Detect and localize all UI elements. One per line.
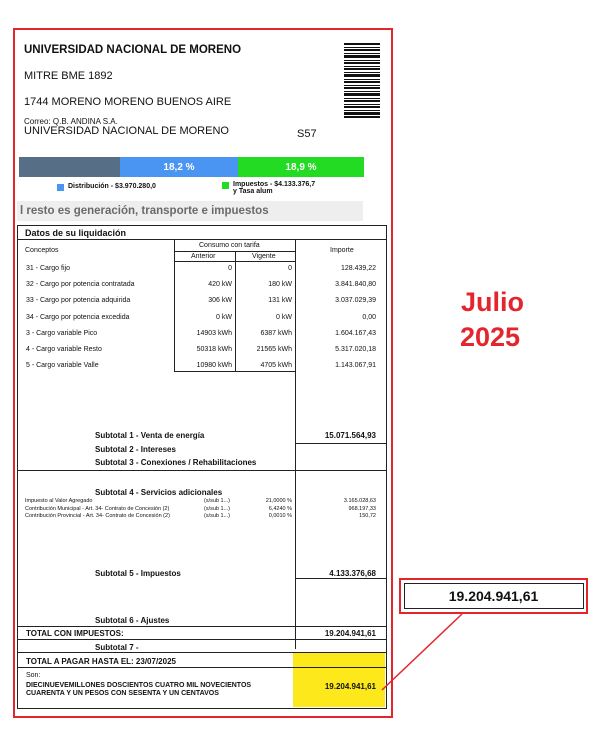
total-con-impuestos-value: 19.204.941,61	[324, 629, 376, 638]
tax-base: (s/sub 1...)	[204, 505, 230, 512]
row-vigente: 0	[288, 265, 292, 272]
cost-breakdown-bar	[19, 157, 364, 177]
tax-concepto: Impuesto al Valor Agregado	[25, 498, 93, 504]
son-text-line-1: DIECINUEVEMILLONES DOSCIENTOS CUATRO MIL NOVECIENTOS	[26, 682, 252, 689]
divider	[17, 667, 387, 668]
row-importe: 0,00	[362, 313, 376, 321]
total-con-impuestos-label: TOTAL CON IMPUESTOS:	[26, 629, 124, 638]
row-anterior: 0 kW	[216, 313, 232, 321]
subtotal-6-label: Subtotal 6 - Ajustes	[95, 616, 170, 625]
legend-taxes	[222, 181, 342, 195]
total-a-pagar-value: 19.204.941,61	[324, 682, 376, 691]
section-title: Datos de su liquidación	[25, 228, 127, 238]
legend-taxes-label: Impuestos - $4.133.376,7	[233, 181, 316, 188]
col-header-conceptos: Conceptos	[25, 247, 59, 254]
legend-distribution-label: Distribución - $3.970.280,0	[68, 183, 156, 190]
customer-name: UNIVERSIDAD NACIONAL DE MORENO	[24, 44, 242, 56]
route-code: S57	[297, 128, 317, 140]
row-importe: 3.841.840,80	[335, 281, 376, 289]
total-a-pagar-label: TOTAL A PAGAR HASTA EL: 23/07/2025	[26, 657, 176, 666]
subtotal-1-value: 15.071.564,93	[324, 431, 376, 440]
son-text-line-2: CUARENTA Y UN PESOS CON SESENTA Y UN CENTAVOS	[26, 690, 219, 697]
row-vigente: 4705 kWh	[260, 362, 292, 370]
tax-percent: 21,0000 %	[265, 498, 292, 504]
row-anterior: 0	[228, 265, 232, 272]
row-importe: 3.037.029,39	[335, 297, 376, 305]
divider	[295, 578, 387, 579]
row-vigente: 0 kW	[276, 313, 292, 321]
row-importe: 128.439,22	[340, 265, 376, 272]
tax-concepto: Contribución Municipal - Art. 34- Contrato de Concesión (2)	[25, 505, 170, 512]
divider	[17, 470, 387, 471]
legend-taxes-label-2: y Tasa alum	[233, 188, 273, 195]
address-line-2: 1744 MORENO MORENO BUENOS AIRE	[24, 96, 232, 108]
row-anterior: 50318 kWh	[196, 346, 232, 353]
divider	[174, 251, 295, 252]
subtotal-1-label: Subtotal 1 - Venta de energía	[95, 431, 205, 440]
divider	[295, 443, 387, 444]
subtotal-5-value: 4.133.376,68	[329, 569, 376, 578]
total-callout	[399, 578, 588, 614]
subtotal-5-label: Subtotal 5 - Impuestos	[95, 569, 181, 578]
row-vigente: 131 kW	[268, 297, 292, 305]
divider	[17, 652, 387, 653]
resto-text: l resto es generación, transporte e impuestos	[20, 205, 269, 217]
son-label: Son:	[26, 672, 41, 679]
row-importe: 1.143.067,91	[335, 362, 376, 370]
divider	[17, 239, 387, 240]
row-anterior: 10980 kWh	[196, 362, 232, 370]
row-anterior: 306 kW	[208, 297, 232, 305]
tax-importe: 3.165.028,63	[343, 498, 376, 504]
subtotal-2-label: Subtotal 2 - Intereses	[95, 445, 176, 454]
callout-connector	[380, 612, 470, 692]
row-vigente: 180 kW	[268, 281, 292, 289]
row-vigente: 6387 kWh	[260, 329, 292, 337]
callout-value: 19.204.941,61	[404, 583, 584, 609]
callout-line	[382, 614, 462, 690]
divider	[17, 626, 387, 627]
row-concepto: 33 - Cargo por potencia adquirida	[26, 297, 131, 305]
generation-segment	[19, 157, 120, 177]
tax-concepto: Contribución Provincial - Art. 34- Contrato de Concesión (2)	[25, 513, 170, 519]
legend-distribution	[57, 183, 156, 191]
subtotal-7-label: Subtotal 7 -	[95, 643, 139, 652]
col-header-importe: Importe	[330, 247, 354, 254]
year-annotation: 2025	[460, 322, 521, 352]
row-importe: 1.604.167,43	[335, 329, 376, 337]
month-annotation: Julio	[461, 287, 525, 317]
col-header-anterior: Anterior	[191, 253, 216, 260]
row-vigente: 21565 kWh	[256, 346, 292, 353]
row-concepto: 5 - Cargo variable Valle	[26, 362, 99, 370]
subtotal-3-label: Subtotal 3 - Conexiones / Rehabilitaciones	[95, 458, 257, 467]
divider	[174, 261, 295, 262]
row-importe: 5.317.020,18	[335, 346, 376, 353]
resto-banner	[17, 201, 363, 221]
col-header-consumo: Consumo con tarifa	[199, 242, 260, 249]
divider	[17, 639, 387, 640]
tax-base: (s/sub 1...)	[204, 513, 230, 519]
divider	[174, 371, 295, 372]
tax-importe: 150,72	[359, 513, 376, 519]
row-anterior: 420 kW	[208, 281, 232, 289]
legend-swatch-blue	[57, 184, 64, 191]
subtotal-4-label: Subtotal 4 - Servicios adicionales	[95, 488, 223, 497]
tax-base: (s/sub 1...)	[204, 498, 230, 504]
row-concepto: 34 - Cargo por potencia excedida	[26, 313, 130, 321]
col-header-vigente: Vigente	[252, 253, 276, 260]
row-concepto: 32 - Cargo por potencia contratada	[26, 281, 135, 289]
correo-line: Correo: Q.B. ANDINA S.A.	[24, 117, 118, 126]
row-anterior: 14903 kWh	[196, 329, 232, 337]
row-concepto: 4 - Cargo variable Resto	[26, 346, 102, 353]
barcode-image	[344, 43, 380, 118]
row-concepto: 31 - Cargo fijo	[26, 265, 70, 272]
legend-swatch-green	[222, 182, 229, 189]
customer-name-repeat: UNIVERSIDAD NACIONAL DE MORENO	[24, 125, 229, 137]
address-line-1: MITRE BME 1892	[24, 70, 113, 82]
tax-importe: 968.197,33	[348, 505, 376, 512]
tax-percent: 0,0010 %	[268, 513, 292, 519]
distribution-segment: 18,2 %	[120, 157, 238, 177]
taxes-segment: 18,9 %	[238, 157, 364, 177]
row-concepto: 3 - Cargo variable Pico	[26, 329, 98, 337]
tax-percent: 6,4240 %	[268, 505, 292, 512]
